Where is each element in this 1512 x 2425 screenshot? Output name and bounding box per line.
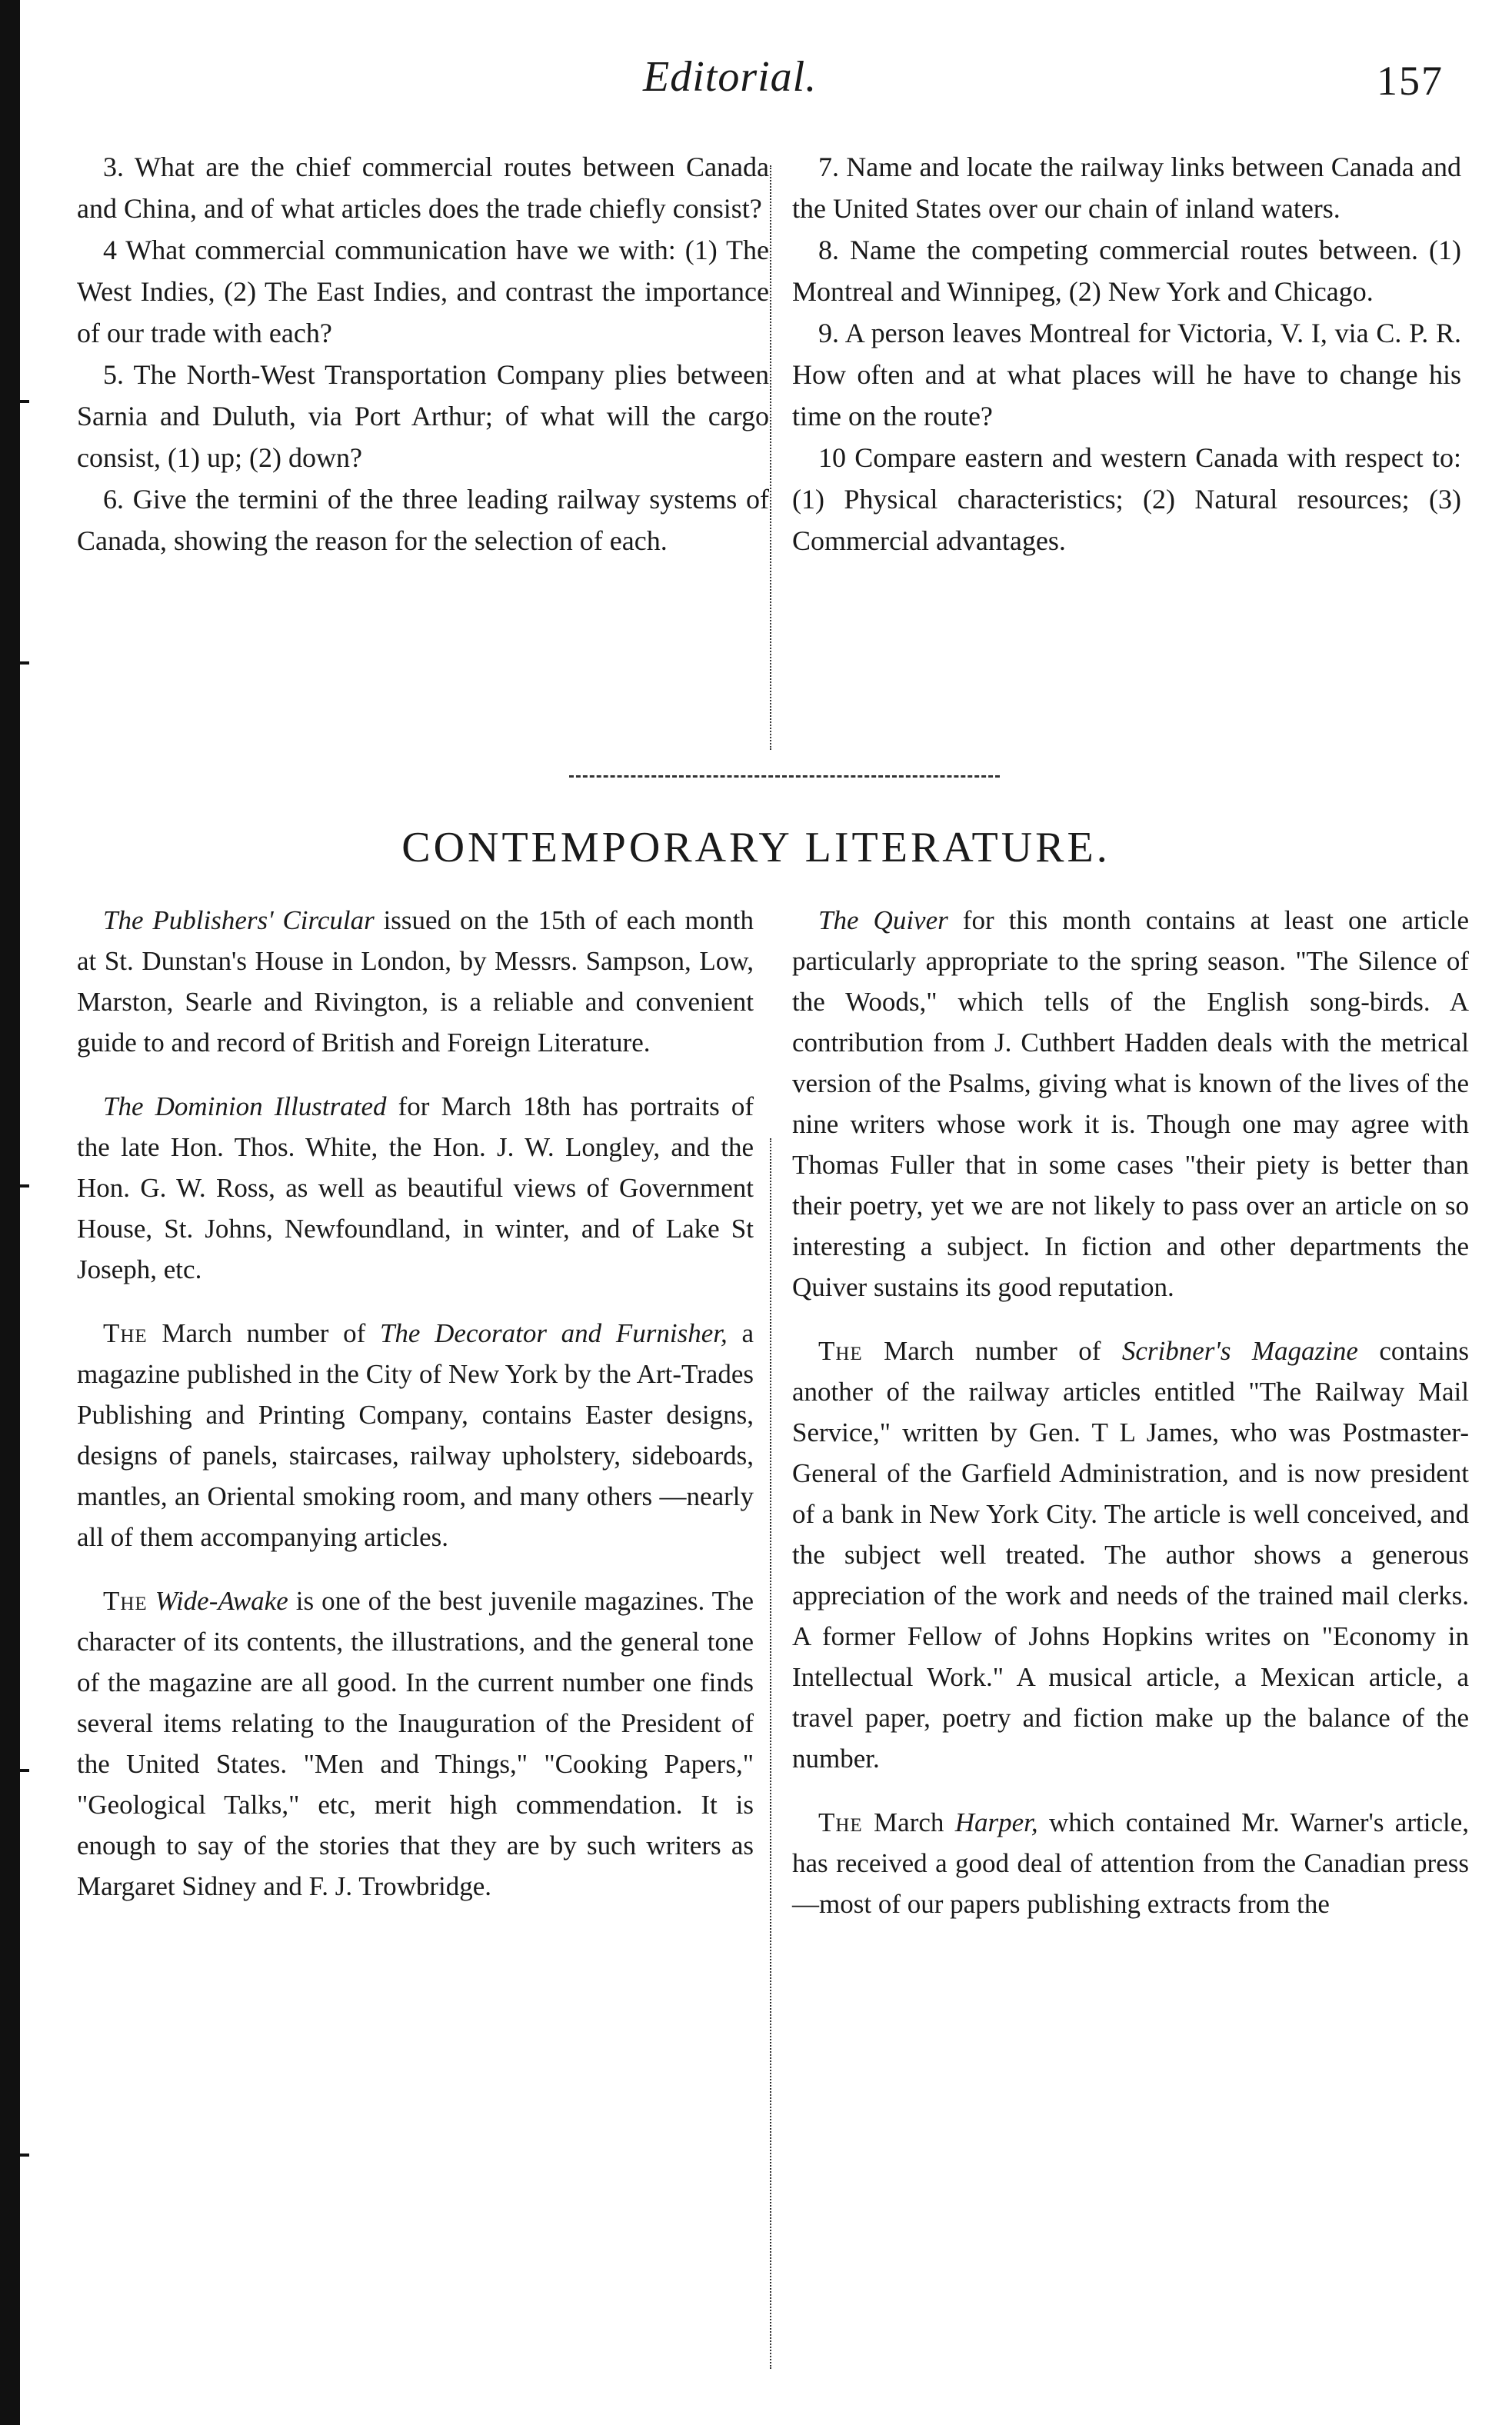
review-text: for this month contains at least one article particularly appropriate to the spring season. "The Silence of the Woods," which tells of the English song-birds. A contribution from J. Cuthbert Hadden deals with the metrical version of the Psalms, giving what is known of the lives of the nine writers whose work it is. Though one may agree with Thomas Fuller that in some cases "their piety is better than their poetry, yet we are not likely to pass over an article on so interesting a subject. In fiction and other departments the Quiver sustains its good reputation.: [792, 905, 1469, 1302]
question-item: 5. The North-West Transportation Company plies between Sarnia and Duluth, via Port Arthur; of what will the cargo consist, (1) up; (2) down?: [77, 359, 769, 473]
column-divider: [770, 165, 771, 750]
review-item: [792, 900, 1469, 1307]
question-item: 10 Compare eastern and western Canada with respect to: (1) Physical characteristics; (2) Natural resources; (3) Commercial advantages.: [792, 442, 1461, 556]
review-text: March: [862, 1807, 955, 1837]
review-text: issued on the 15th of each month at St. Dunstan's House in London, by Messrs. Sampson, Low, Marston, Searle and Rivington, is a reliable and convenient guide to and record of British and Foreign Literature.: [77, 905, 754, 1058]
magazine-title: The Quiver: [818, 905, 948, 935]
review-lead-word: The: [103, 1586, 148, 1616]
review-item: [792, 1802, 1469, 1924]
review-item: [77, 1313, 754, 1557]
questions-right-column: [792, 146, 1461, 561]
review-text: for March 18th has portraits of the late Hon. Thos. White, the Hon. J. W. Longley, and the Hon. G. W. Ross, as well as beautiful views of Government House, St. Johns, Newfoundland, in winter, and of Lake St Joseph, etc.: [77, 1091, 754, 1284]
page-number: 157: [1377, 58, 1444, 104]
column-divider: [770, 1138, 771, 2369]
review-lead-word: The: [103, 1318, 148, 1348]
review-item: [77, 1581, 754, 1907]
magazine-title: The Decorator and Furnisher,: [379, 1318, 728, 1348]
review-text: which contained Mr. Warner's article, has received a good deal of attention from the Canadian press—most of our papers publishing extracts from the: [792, 1807, 1469, 1919]
question-item: 4 What commercial communication have we with: (1) The West Indies, (2) The East Indies, and contrast the importance of our trade with each?: [77, 235, 769, 348]
binding-mark: [20, 2154, 29, 2157]
review-item: [77, 1086, 754, 1290]
review-item: [77, 900, 754, 1063]
review-text: [148, 1586, 155, 1616]
binding-mark: [20, 400, 29, 403]
magazine-title: Wide-Awake: [155, 1586, 288, 1616]
reviews-left-column: [77, 900, 754, 1930]
questions-left-column: [77, 146, 769, 561]
running-head: [0, 52, 1512, 122]
review-text: contains another of the railway articles entitled "The Railway Mail Service," written by Gen. T L James, who was Postmaster-General of the Garfield Administration, and is now president of a bank in New York City. The article is well conceived, and the subject well treated. The author shows a generous appreciation of the work and needs of the trained mail clerks. A former Fellow of Johns Hopkins writes on "Economy in Intellectual Work." A musical article, a Mexican article, a travel paper, poetry and fiction make up the balance of the number.: [792, 1336, 1469, 1774]
question-item: 3. What are the chief commercial routes between Canada and China, and of what articles does the trade chiefly consist?: [77, 152, 769, 224]
binding-mark: [20, 661, 29, 665]
question-item: 6. Give the termini of the three leading railway systems of Canada, showing the reason for the selection of each.: [77, 484, 769, 556]
magazine-title: The Dominion Illustrated: [103, 1091, 387, 1121]
review-item: [792, 1331, 1469, 1779]
question-item: 8. Name the competing commercial routes between. (1) Montreal and Winnipeg, (2) New York and Chicago.: [792, 235, 1461, 307]
review-lead-word: The: [818, 1336, 863, 1366]
review-text: March number of: [147, 1318, 380, 1348]
review-text: is one of the best juvenile magazines. The character of its contents, the illustrations, and the general tone of the magazine are all good. In the current number one finds several items relating to the Inauguration of the President of the United States. "Men and Things," "Cooking Papers," "Geological Talks," etc, merit high commendation. It is enough to say of the stories that they are by such writers as Margaret Sidney and F. J. Trowbridge.: [77, 1586, 754, 1901]
review-text: March number of: [862, 1336, 1122, 1366]
binding-mark: [20, 1184, 29, 1188]
review-text: a magazine published in the City of New York by the Art-Trades Publishing and Printing Company, contains Easter designs, designs of panels, staircases, railway upholstery, sideboards, mantles, an Oriental smoking room, and many others —nearly all of them accompanying articles.: [77, 1318, 754, 1552]
running-title: Editorial.: [643, 53, 818, 101]
section-break-rule: [569, 775, 1000, 778]
magazine-title: The Publishers' Circular: [103, 905, 375, 935]
question-item: 7. Name and locate the railway links between Canada and the United States over our chain of inland waters.: [792, 152, 1461, 224]
review-lead-word: The: [818, 1807, 863, 1837]
magazine-title: Scribner's Magazine: [1121, 1336, 1358, 1366]
section-heading: CONTEMPORARY LITERATURE.: [401, 824, 1111, 871]
magazine-title: Harper,: [954, 1807, 1038, 1837]
question-item: 9. A person leaves Montreal for Victoria, V. I, via C. P. R. How often and at what places will he have to change his time on the route?: [792, 318, 1461, 431]
reviews-right-column: [792, 900, 1469, 1947]
binding-mark: [20, 1769, 29, 1772]
page-binding-edge: [0, 0, 20, 2425]
